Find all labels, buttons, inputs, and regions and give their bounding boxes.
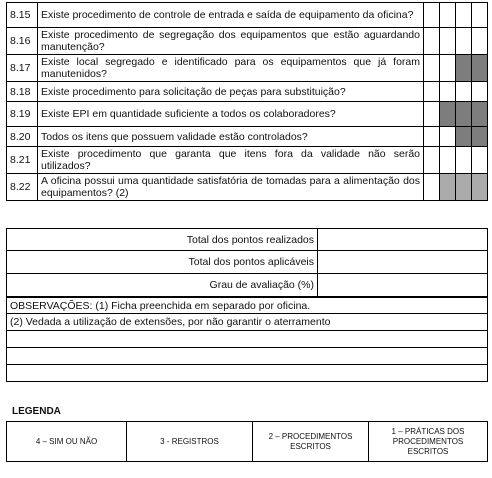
- score-cell-1[interactable]: [472, 82, 488, 102]
- checklist-table: [6, 2, 488, 201]
- checklist-row: [7, 127, 488, 147]
- score-cell-4[interactable]: [424, 147, 440, 174]
- observation-line-1: OBSERVAÇÕES: (1) Ficha preenchida em separado por oficina.: [6, 297, 488, 314]
- item-question: Existe procedimento para solicitação de peças para substituição?: [38, 82, 424, 102]
- item-number: 8.21: [7, 147, 38, 174]
- summary-label-aplicaveis: Total dos pontos aplicáveis: [7, 251, 318, 273]
- summary-block: [6, 228, 488, 297]
- score-cell-4[interactable]: [424, 3, 440, 28]
- checklist-row: [7, 174, 488, 201]
- summary-row-aplicaveis: [6, 251, 488, 274]
- item-question: Todos os itens que possuem validade estão controlados?: [38, 127, 424, 147]
- item-number: 8.15: [7, 3, 38, 28]
- score-cell-3[interactable]: [440, 82, 456, 102]
- checklist-row: [7, 28, 488, 55]
- score-cell-2: [456, 55, 472, 82]
- score-cell-4[interactable]: [424, 127, 440, 147]
- item-question: Existe EPI em quantidade suficiente a todos os colaboradores?: [38, 102, 424, 127]
- checklist-row: [7, 102, 488, 127]
- summary-row-realizados: [6, 228, 488, 251]
- score-cell-2[interactable]: [456, 28, 472, 55]
- item-number: 8.18: [7, 82, 38, 102]
- item-question: Existe procedimento de segregação dos equipamentos que estão aguardando manutenção?: [38, 28, 424, 55]
- legend-item-1: 1 – PRÁTICAS DOS PROCEDIMENTOS ESCRITOS: [391, 426, 465, 456]
- score-cell-2: [456, 127, 472, 147]
- checklist-row: [7, 147, 488, 174]
- score-cell-3[interactable]: [440, 147, 456, 174]
- legend-item-2: 2 – PROCEDIMENTOS ESCRITOS: [253, 422, 369, 461]
- item-number: 8.20: [7, 127, 38, 147]
- item-question: Existe procedimento que garanta que itens fora da validade não serão utilizados?: [38, 147, 424, 174]
- score-cell-1[interactable]: [472, 147, 488, 174]
- legend-box: [6, 421, 488, 462]
- observation-blank-line[interactable]: [6, 348, 488, 365]
- item-question: Existe local segregado e identificado para os equipamentos que já foram manutenidos?: [38, 55, 424, 82]
- summary-value-grau[interactable]: [318, 274, 487, 296]
- score-cell-3[interactable]: [440, 28, 456, 55]
- score-cell-1: [472, 174, 488, 201]
- score-cell-4[interactable]: [424, 28, 440, 55]
- observation-blank-line[interactable]: [6, 365, 488, 382]
- legend-item-3: 3 - REGISTROS: [127, 422, 253, 461]
- summary-row-grau: [6, 274, 488, 297]
- score-cell-2[interactable]: [456, 82, 472, 102]
- summary-value-aplicaveis[interactable]: [318, 251, 487, 273]
- score-cell-3[interactable]: [440, 55, 456, 82]
- score-cell-1[interactable]: [472, 3, 488, 28]
- score-cell-2: [456, 174, 472, 201]
- summary-label-realizados: Total dos pontos realizados: [7, 229, 318, 250]
- checklist-row: [7, 3, 488, 28]
- legend-title: LEGENDA: [12, 406, 61, 417]
- observation-line-2: (2) Vedada a utilização de extensões, por não garantir o aterramento: [6, 314, 488, 331]
- score-cell-3[interactable]: [440, 127, 456, 147]
- score-cell-1: [472, 127, 488, 147]
- item-number: 8.16: [7, 28, 38, 55]
- item-question: A oficina possui uma quantidade satisfatória de tomadas para a alimentação dos equipamentos? (2): [38, 174, 424, 201]
- score-cell-4[interactable]: [424, 82, 440, 102]
- score-cell-3: [440, 102, 456, 127]
- item-number: 8.17: [7, 55, 38, 82]
- observations-block: [6, 297, 488, 382]
- score-cell-3: [440, 174, 456, 201]
- score-cell-4[interactable]: [424, 102, 440, 127]
- item-number: 8.22: [7, 174, 38, 201]
- score-cell-2[interactable]: [456, 3, 472, 28]
- score-cell-3[interactable]: [440, 3, 456, 28]
- score-cell-4[interactable]: [424, 55, 440, 82]
- item-question: Existe procedimento de controle de entrada e saída de equipamento da oficina?: [38, 3, 424, 28]
- score-cell-4[interactable]: [424, 174, 440, 201]
- summary-value-realizados[interactable]: [318, 229, 487, 250]
- item-number: 8.19: [7, 102, 38, 127]
- observation-blank-line[interactable]: [6, 331, 488, 348]
- score-cell-2[interactable]: [456, 147, 472, 174]
- checklist-row: [7, 55, 488, 82]
- legend-item-4: 4 – SIM OU NÃO: [7, 422, 127, 461]
- score-cell-1[interactable]: [472, 28, 488, 55]
- summary-label-grau: Grau de avaliação (%): [7, 274, 318, 296]
- score-cell-2: [456, 102, 472, 127]
- score-cell-1: [472, 55, 488, 82]
- checklist-row: [7, 82, 488, 102]
- score-cell-1: [472, 102, 488, 127]
